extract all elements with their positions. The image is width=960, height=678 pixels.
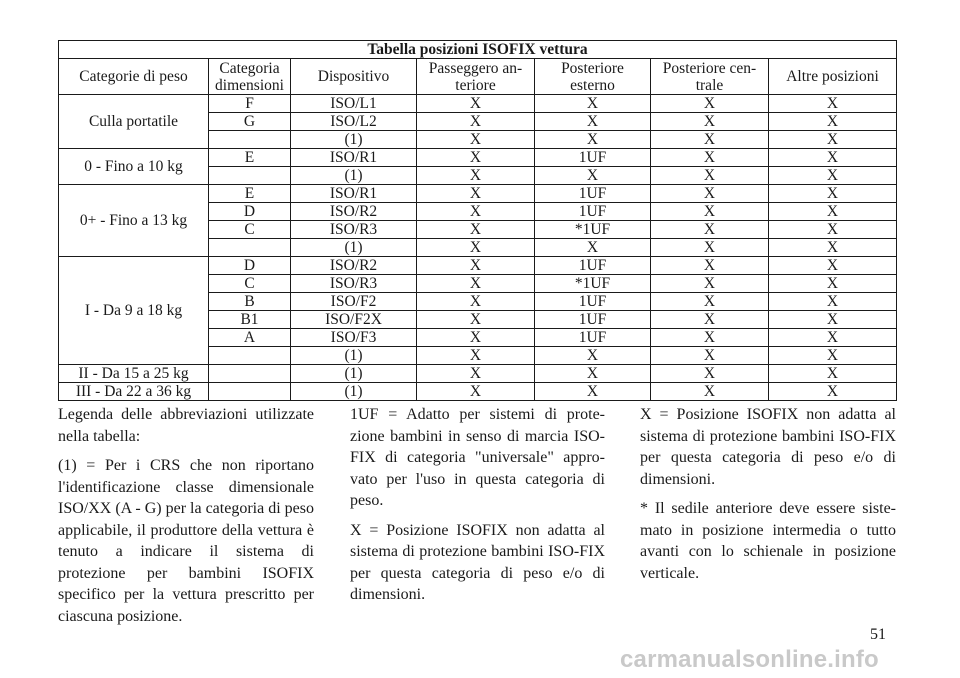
table-cell: (1) [291, 167, 417, 185]
table-cell [209, 167, 291, 185]
table-cell: 1UF [535, 149, 651, 167]
legend-star-note: * Il sedile anteriore deve essere siste-mato in posizione intermedia o tutto avanti con lo schienale in posizione verticale. [640, 500, 896, 582]
table-cell: X [651, 293, 769, 311]
table-cell: X [651, 113, 769, 131]
table-cell: ISO/R3 [291, 275, 417, 293]
table-cell: X [651, 167, 769, 185]
table-cell: X [535, 113, 651, 131]
weight-category-cell: Culla portatile [59, 95, 209, 149]
legend-column-3 [640, 404, 896, 592]
table-cell: X [651, 329, 769, 347]
table-cell: X [417, 149, 535, 167]
table-cell: X [417, 257, 535, 275]
table-cell: X [417, 131, 535, 149]
table-cell: X [769, 383, 897, 401]
table-cell: X [417, 167, 535, 185]
legend-1uf: 1UF = Adatto per sistemi di prote-zione bambini in senso di marcia ISO-FIX di categoria "universale" appro-vato per l'uso in questa categoria di peso. [350, 406, 605, 509]
table-cell: *1UF [535, 275, 651, 293]
weight-category-cell: III - Da 22 a 36 kg [59, 383, 209, 401]
table-cell: B1 [209, 311, 291, 329]
table-cell: X [535, 95, 651, 113]
table-cell: X [535, 383, 651, 401]
table-cell: X [417, 347, 535, 365]
table-cell: 1UF [535, 293, 651, 311]
table-cell: X [769, 113, 897, 131]
table-cell: ISO/L1 [291, 95, 417, 113]
table-cell: F [209, 95, 291, 113]
table-cell [209, 383, 291, 401]
table-cell: X [417, 95, 535, 113]
table-cell: X [417, 329, 535, 347]
table-cell: X [769, 95, 897, 113]
table-cell: X [651, 311, 769, 329]
table-row [59, 95, 897, 113]
header-other-positions: Altre posizioni [769, 59, 897, 95]
weight-category-cell: 0 - Fino a 10 kg [59, 149, 209, 185]
table-cell: X [417, 365, 535, 383]
table-cell: E [209, 185, 291, 203]
header-rear-center: Posteriore cen- trale [651, 59, 769, 95]
table-cell: X [651, 131, 769, 149]
table-cell: X [769, 347, 897, 365]
table-cell: ISO/R3 [291, 221, 417, 239]
table-cell: 1UF [535, 257, 651, 275]
header-size-category: Categoria dimensioni [209, 59, 291, 95]
table-cell: (1) [291, 365, 417, 383]
legend-intro: Legenda delle abbreviazioni utilizzate nella tabella: [58, 406, 314, 445]
table-cell: ISO/L2 [291, 113, 417, 131]
legend-x-col3: X = Posizione ISOFIX non adatta al sistema di protezione bambini ISO-FIX per questa categoria di peso e/o di dimensioni. [640, 406, 896, 488]
table-row [59, 257, 897, 275]
table-cell: ISO/R1 [291, 149, 417, 167]
header-device: Dispositivo [291, 59, 417, 95]
table-cell: X [769, 365, 897, 383]
table-cell [209, 239, 291, 257]
table-cell: X [535, 167, 651, 185]
table-title: Tabella posizioni ISOFIX vettura [59, 41, 897, 59]
isofix-positions-table [58, 40, 897, 401]
table-cell: X [651, 257, 769, 275]
table-cell: X [769, 311, 897, 329]
table-row [59, 383, 897, 401]
table-cell [209, 365, 291, 383]
table-cell: X [769, 293, 897, 311]
table-body [59, 95, 897, 401]
table-cell: ISO/F3 [291, 329, 417, 347]
table-cell: 1UF [535, 329, 651, 347]
table-cell: (1) [291, 131, 417, 149]
table-cell: X [417, 113, 535, 131]
legend-column-2 [350, 404, 605, 614]
table-cell: X [535, 239, 651, 257]
table-cell [209, 347, 291, 365]
table-cell: C [209, 275, 291, 293]
table-cell: X [769, 149, 897, 167]
weight-category-cell: II - Da 15 a 25 kg [59, 365, 209, 383]
table-cell: X [769, 203, 897, 221]
weight-category-cell: I - Da 9 a 18 kg [59, 257, 209, 365]
table-cell: X [769, 329, 897, 347]
legend-x-col2: X = Posizione ISOFIX non adatta al sistema di protezione bambini ISO-FIX per questa categoria di peso e/o di dimensioni. [350, 521, 605, 603]
header-rear-outboard: Posteriore esterno [535, 59, 651, 95]
table-cell: X [535, 347, 651, 365]
table-cell: X [417, 311, 535, 329]
table-cell: 1UF [535, 203, 651, 221]
table-cell: X [651, 185, 769, 203]
header-weight-category: Categorie di peso [59, 59, 209, 95]
table-cell: X [417, 293, 535, 311]
table-cell: X [769, 131, 897, 149]
table-cell: X [417, 185, 535, 203]
table-cell: *1UF [535, 221, 651, 239]
table-cell: X [417, 275, 535, 293]
table-cell: 1UF [535, 311, 651, 329]
legend-column-1 [58, 404, 314, 635]
weight-category-cell: 0+ - Fino a 13 kg [59, 185, 209, 257]
table-cell: X [417, 383, 535, 401]
table-cell: X [651, 347, 769, 365]
header-front-passenger: Passeggero an- teriore [417, 59, 535, 95]
table-cell: (1) [291, 383, 417, 401]
table-cell: X [651, 239, 769, 257]
table-cell: X [769, 275, 897, 293]
table-cell: (1) [291, 347, 417, 365]
table-cell: X [417, 239, 535, 257]
table-cell: X [651, 95, 769, 113]
table-cell: A [209, 329, 291, 347]
table-cell [209, 131, 291, 149]
watermark: carmanualsonline.info [620, 646, 879, 673]
table-row [59, 185, 897, 203]
table-cell: C [209, 221, 291, 239]
table-cell: (1) [291, 239, 417, 257]
table-cell: X [535, 131, 651, 149]
table-cell: X [651, 275, 769, 293]
table-cell: X [769, 239, 897, 257]
table-cell: G [209, 113, 291, 131]
table-cell: X [535, 365, 651, 383]
table-cell: ISO/R1 [291, 185, 417, 203]
table-cell: X [769, 257, 897, 275]
table-cell: X [651, 383, 769, 401]
table-cell: B [209, 293, 291, 311]
table-cell: E [209, 149, 291, 167]
table-cell: ISO/R2 [291, 203, 417, 221]
table-cell: X [417, 221, 535, 239]
table-cell: X [769, 221, 897, 239]
table-cell: X [651, 203, 769, 221]
page-number: 51 [870, 626, 886, 643]
table-cell: ISO/R2 [291, 257, 417, 275]
table-cell: X [651, 365, 769, 383]
table-cell: X [417, 203, 535, 221]
table-row [59, 149, 897, 167]
table-cell: X [769, 185, 897, 203]
table-cell: X [769, 167, 897, 185]
legend-note-1: (1) = Per i CRS che non riportano l'identificazione classe dimensionale ISO/XX (A - G) per la categoria di peso applicabile, il produttore della vettura è tenuto a indicare il sistema di protezione per bambini ISOFIX specifico per la vettura prescritto per ciascuna posizione. [58, 457, 314, 625]
table-cell: 1UF [535, 185, 651, 203]
table-cell: D [209, 257, 291, 275]
table-cell: ISO/F2X [291, 311, 417, 329]
table-cell: X [651, 221, 769, 239]
table-row [59, 365, 897, 383]
table-cell: ISO/F2 [291, 293, 417, 311]
table-cell: D [209, 203, 291, 221]
table-cell: X [651, 149, 769, 167]
